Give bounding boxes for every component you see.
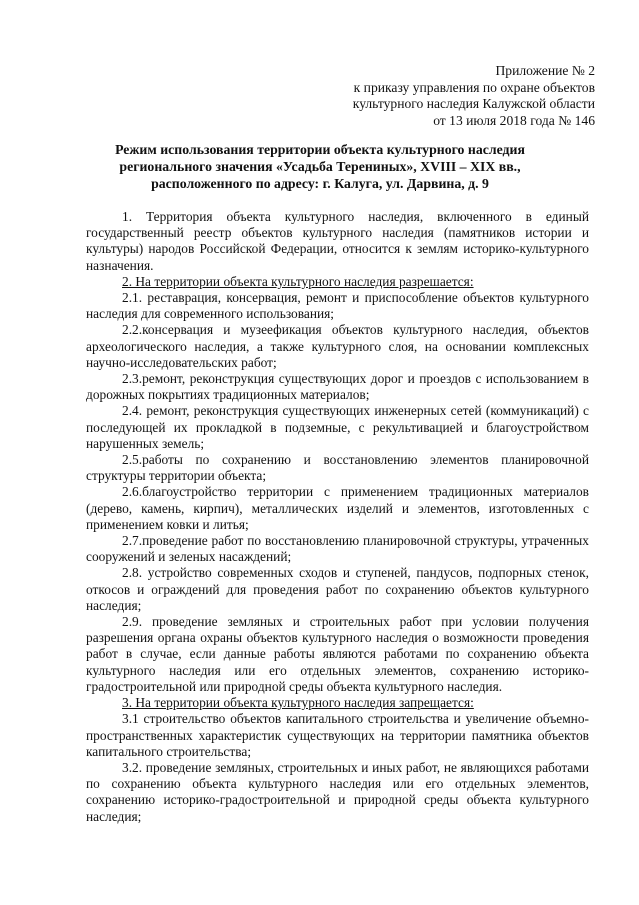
section-3-heading: 3. На территории объекта культурного наследия запрещается: — [122, 695, 474, 711]
paragraph-1: 1. Территория объекта культурного наследия, включенного в единый государственный реестр объектов культурного наследия (памятников истории и культуры) народов Российской Федерации, относится к землям историко-культурного назначения. — [86, 209, 589, 273]
title-line-2: регионального значения «Усадьба Терениных», XVIII – XIX вв., — [119, 159, 521, 174]
appendix-header — [295, 63, 595, 129]
order-date-line: от 13 июля 2018 года № 146 — [433, 112, 595, 128]
paragraph-2-1: 2.1. реставрация, консервация, ремонт и приспособление объектов культурного наследия для современного использования; — [86, 290, 589, 322]
appendix-number: Приложение № 2 — [495, 63, 595, 78]
paragraph-3-2: 3.2. проведение земляных, строительных и иных работ, не являющихся работами по сохранению объекта культурного наследия или его отдельных элементов, сохранению историко-градостроительной и природной среды объекта культурного наследия; — [86, 759, 589, 824]
paragraph-2-2: 2.2.консервация и музеефикация объектов культурного наследия, объектов археологического наследия, а также культурного слоя, на основании комплексных научно-исследовательских работ; — [86, 322, 589, 370]
title-line-3: расположенного по адресу: г. Калуга, ул. Дарвина, д. 9 — [151, 176, 489, 191]
section-2-heading: 2. На территории объекта культурного наследия разрешается: — [122, 273, 474, 289]
paragraph-2-5: 2.5.работы по сохранению и восстановлению элементов планировочной структуры территории объекта; — [86, 452, 589, 484]
order-reference-line: к приказу управления по охране объектов — [353, 79, 595, 95]
paragraph-2-9: 2.9. проведение земляных и строительных работ при условии получения разрешения органа охраны объектов культурного наследия о возможности проведения работ в случае, если данные работы являются работами по сохранению объекта культурного наследия или его отдельных элементов, сохранению историко-градостроительной или природной среды объекта культурного наследия. — [86, 614, 589, 694]
paragraph-2-3: 2.3.ремонт, реконструкция существующих дорог и проездов с использованием в дорожных покрытиях традиционных материалов; — [86, 371, 589, 403]
paragraph-3-1: 3.1 строительство объектов капитального строительства и увеличение объемно-пространственных характеристик существующих на территории памятника объектов капитального строительства; — [86, 711, 589, 759]
title-line-1: Режим использования территории объекта культурного наследия — [115, 142, 525, 157]
paragraph-2-4: 2.4. ремонт, реконструкция существующих инженерных сетей (коммуникаций) с последующей их прокладкой в подземные, с рекультивацией и благоустройством нарушенных земель; — [86, 403, 589, 451]
document-title — [60, 141, 580, 192]
paragraph-2-8: 2.8. устройство современных сходов и ступеней, пандусов, подпорных стенок, откосов и ограждений для проведения работ по сохранению объектов культурного наследия; — [86, 565, 589, 613]
document-body — [86, 209, 589, 825]
authority-name-line: культурного наследия Калужской области — [352, 96, 595, 111]
paragraph-2-7: 2.7.проведение работ по восстановлению планировочной структуры, утраченных сооружений и зеленых насаждений; — [86, 533, 589, 565]
paragraph-2-6: 2.6.благоустройство территории с применением традиционных материалов (дерево, камень, кирпич), металлических изделий и элементов, изготовленных с применением ковки и литья; — [86, 484, 589, 532]
